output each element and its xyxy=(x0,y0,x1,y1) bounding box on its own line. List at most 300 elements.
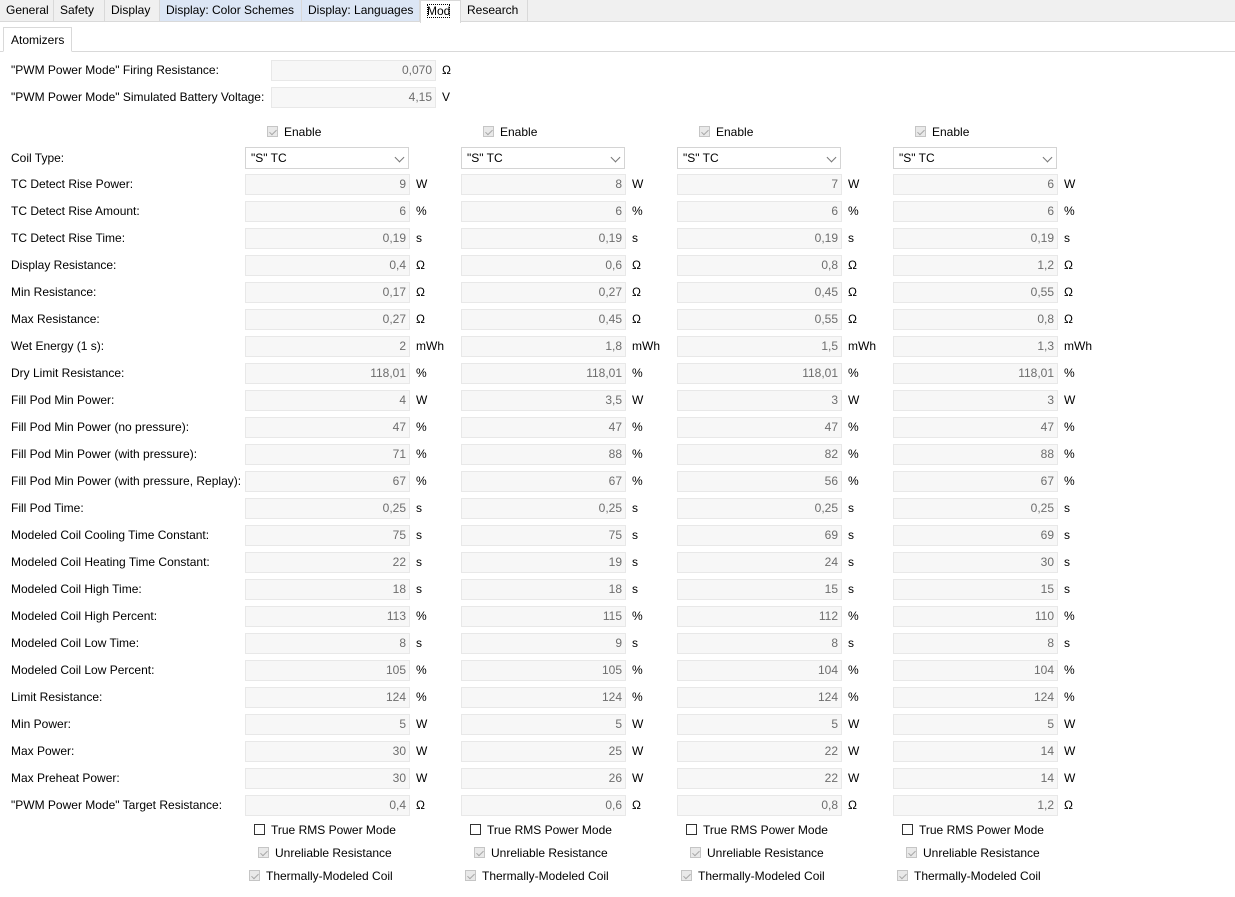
modeled-coil-high-time-field-3[interactable]: 15 xyxy=(677,579,842,600)
tab-label: Mod xyxy=(427,4,451,18)
checkbox-icon xyxy=(465,870,476,881)
enable-checkbox-1[interactable] xyxy=(267,124,321,140)
fill-pod-min-power-with-pressure-unit: % xyxy=(632,447,643,461)
global-field-label: "PWM Power Mode" Simulated Battery Voltage: xyxy=(11,90,265,104)
min-power-field-3[interactable]: 5 xyxy=(677,714,842,735)
display-resistance-unit: Ω xyxy=(848,258,857,272)
tc-detect-rise-time-unit: s xyxy=(848,231,854,245)
max-preheat-power-field-2[interactable]: 26 xyxy=(461,768,626,789)
wet-energy-1-s-field-3[interactable]: 1,5 xyxy=(677,336,842,357)
subtab-atomizers[interactable]: Atomizers xyxy=(3,27,72,52)
dry-limit-resistance-unit: % xyxy=(416,366,427,380)
max-power-unit: W xyxy=(1064,744,1076,758)
min-resistance-unit: Ω xyxy=(416,285,425,299)
fill-pod-min-power-unit: W xyxy=(848,393,860,407)
row-label-max-power: Max Power: xyxy=(11,744,75,758)
modeled-coil-low-time-field-1[interactable]: 8 xyxy=(245,633,410,654)
row-label-max-preheat-power: Max Preheat Power: xyxy=(11,771,120,785)
checkbox-icon xyxy=(915,126,926,137)
tab-display-languages[interactable] xyxy=(302,0,420,21)
limit-resistance-unit: % xyxy=(632,690,643,704)
modeled-coil-low-percent-field-3[interactable]: 104 xyxy=(677,660,842,681)
modeled-coil-high-time-unit: s xyxy=(632,582,638,596)
min-resistance-unit: Ω xyxy=(848,285,857,299)
checkbox-icon xyxy=(470,824,481,835)
checkbox-icon xyxy=(254,824,265,835)
tc-detect-rise-time-unit: s xyxy=(1064,231,1070,245)
coil-type-select-4[interactable] xyxy=(893,147,1057,169)
tc-detect-rise-amount-unit: % xyxy=(416,204,427,218)
min-power-unit: W xyxy=(416,717,428,731)
global-field-unit: V xyxy=(442,90,451,104)
dry-limit-resistance-unit: % xyxy=(632,366,643,380)
modeled-coil-high-percent-unit: % xyxy=(632,609,643,623)
fill-pod-min-power-unit: W xyxy=(632,393,644,407)
coil-type-value: "S" TC xyxy=(251,151,287,165)
modeled-coil-cooling-time-constant-field-4[interactable]: 69 xyxy=(893,525,1058,546)
max-preheat-power-unit: W xyxy=(1064,771,1076,785)
max-preheat-power-unit: W xyxy=(848,771,860,785)
modeled-coil-low-percent-unit: % xyxy=(1064,663,1075,677)
fill-pod-min-power-no-pressure-field-4[interactable]: 47 xyxy=(893,417,1058,438)
fill-pod-min-power-unit: W xyxy=(1064,393,1076,407)
modeled-coil-high-time-unit: s xyxy=(416,582,422,596)
min-resistance-field-2[interactable]: 0,27 xyxy=(461,282,626,303)
true-rms-power-mode-checkbox-1[interactable] xyxy=(254,822,396,838)
tc-detect-rise-power-unit: W xyxy=(848,177,860,191)
modeled-coil-low-time-field-4[interactable]: 8 xyxy=(893,633,1058,654)
fill-pod-min-power-no-pressure-unit: % xyxy=(632,420,643,434)
modeled-coil-high-time-field-2[interactable]: 18 xyxy=(461,579,626,600)
modeled-coil-high-time-unit: s xyxy=(1064,582,1070,596)
display-resistance-field-4[interactable]: 1,2 xyxy=(893,255,1058,276)
modeled-coil-heating-time-constant-field-2[interactable]: 19 xyxy=(461,552,626,573)
coil-type-value: "S" TC xyxy=(467,151,503,165)
fill-pod-min-power-with-pressure-field-4[interactable]: 88 xyxy=(893,444,1058,465)
fill-pod-min-power-with-pressure-unit: % xyxy=(848,447,859,461)
unreliable-resistance-checkbox-3[interactable] xyxy=(690,845,824,861)
fill-pod-time-unit: s xyxy=(416,501,422,515)
max-power-unit: W xyxy=(848,744,860,758)
thermally-modeled-coil-checkbox-2[interactable] xyxy=(465,868,609,884)
row-label-pwm-power-mode-target-resistance: "PWM Power Mode" Target Resistance: xyxy=(11,798,223,812)
modeled-coil-high-percent-field-1[interactable]: 113 xyxy=(245,606,410,627)
row-label-fill-pod-min-power-no-pressure: Fill Pod Min Power (no pressure): xyxy=(11,420,190,434)
pwm-power-mode-target-resistance-unit: Ω xyxy=(848,798,857,812)
fill-pod-time-unit: s xyxy=(632,501,638,515)
unreliable-resistance-checkbox-1[interactable] xyxy=(258,845,392,861)
row-label-fill-pod-time: Fill Pod Time: xyxy=(11,501,84,515)
min-resistance-field-4[interactable]: 0,55 xyxy=(893,282,1058,303)
modeled-coil-low-time-unit: s xyxy=(848,636,854,650)
min-power-field-4[interactable]: 5 xyxy=(893,714,1058,735)
tab-safety[interactable] xyxy=(54,0,105,21)
modeled-coil-high-percent-field-2[interactable]: 115 xyxy=(461,606,626,627)
tc-detect-rise-power-unit: W xyxy=(632,177,644,191)
checkbox-icon xyxy=(249,870,260,881)
chevron-down-icon xyxy=(611,153,621,163)
limit-resistance-unit: % xyxy=(848,690,859,704)
thermally-modeled-coil-label: Thermally-Modeled Coil xyxy=(914,869,1041,883)
display-resistance-unit: Ω xyxy=(632,258,641,272)
modeled-coil-low-percent-field-4[interactable]: 104 xyxy=(893,660,1058,681)
thermally-modeled-coil-label: Thermally-Modeled Coil xyxy=(698,869,825,883)
modeled-coil-low-time-field-3[interactable]: 8 xyxy=(677,633,842,654)
tab-label: Display: Languages xyxy=(308,3,414,17)
row-label-modeled-coil-high-time: Modeled Coil High Time: xyxy=(11,582,142,596)
global-field-unit: Ω xyxy=(442,63,451,77)
chevron-down-icon xyxy=(827,153,837,163)
fill-pod-time-field-2[interactable]: 0,25 xyxy=(461,498,626,519)
modeled-coil-high-percent-unit: % xyxy=(848,609,859,623)
modeled-coil-cooling-time-constant-unit: s xyxy=(848,528,854,542)
modeled-coil-high-percent-unit: % xyxy=(1064,609,1075,623)
fill-pod-min-power-field-3[interactable]: 3 xyxy=(677,390,842,411)
fill-pod-time-field-4[interactable]: 0,25 xyxy=(893,498,1058,519)
checkbox-icon xyxy=(686,824,697,835)
unreliable-resistance-label: Unreliable Resistance xyxy=(275,846,392,860)
tc-detect-rise-amount-field-1[interactable]: 6 xyxy=(245,201,410,222)
fill-pod-min-power-with-pressure-field-1[interactable]: 71 xyxy=(245,444,410,465)
display-resistance-field-3[interactable]: 0,8 xyxy=(677,255,842,276)
row-label-limit-resistance: Limit Resistance: xyxy=(11,690,103,704)
fill-pod-min-power-with-pressure-field-3[interactable]: 82 xyxy=(677,444,842,465)
wet-energy-1-s-unit: mWh xyxy=(1064,339,1092,353)
modeled-coil-cooling-time-constant-unit: s xyxy=(632,528,638,542)
thermally-modeled-coil-checkbox-3[interactable] xyxy=(681,868,825,884)
max-power-field-2[interactable]: 25 xyxy=(461,741,626,762)
modeled-coil-low-time-unit: s xyxy=(1064,636,1070,650)
modeled-coil-low-percent-unit: % xyxy=(848,663,859,677)
enable-checkbox-3[interactable] xyxy=(699,124,753,140)
unreliable-resistance-checkbox-2[interactable] xyxy=(474,845,608,861)
pwm-power-mode-target-resistance-unit: Ω xyxy=(1064,798,1073,812)
fill-pod-min-power-with-pressure-replay-field-2[interactable]: 67 xyxy=(461,471,626,492)
modeled-coil-high-percent-field-3[interactable]: 112 xyxy=(677,606,842,627)
tc-detect-rise-time-unit: s xyxy=(416,231,422,245)
fill-pod-min-power-field-4[interactable]: 3 xyxy=(893,390,1058,411)
tc-detect-rise-time-unit: s xyxy=(632,231,638,245)
wet-energy-1-s-unit: mWh xyxy=(632,339,660,353)
min-resistance-field-1[interactable]: 0,17 xyxy=(245,282,410,303)
modeled-coil-heating-time-constant-unit: s xyxy=(1064,555,1070,569)
row-label-modeled-coil-high-percent: Modeled Coil High Percent: xyxy=(11,609,158,623)
limit-resistance-field-3[interactable]: 124 xyxy=(677,687,842,708)
max-power-field-4[interactable]: 14 xyxy=(893,741,1058,762)
row-label-modeled-coil-low-time: Modeled Coil Low Time: xyxy=(11,636,140,650)
modeled-coil-low-time-field-2[interactable]: 9 xyxy=(461,633,626,654)
coil-type-select-2[interactable] xyxy=(461,147,625,169)
chevron-down-icon xyxy=(395,153,405,163)
max-resistance-field-3[interactable]: 0,55 xyxy=(677,309,842,330)
modeled-coil-cooling-time-constant-field-1[interactable]: 75 xyxy=(245,525,410,546)
tab-general[interactable] xyxy=(0,0,54,21)
max-preheat-power-unit: W xyxy=(632,771,644,785)
tc-detect-rise-time-field-2[interactable]: 0,19 xyxy=(461,228,626,249)
fill-pod-min-power-no-pressure-unit: % xyxy=(848,420,859,434)
max-resistance-field-4[interactable]: 0,8 xyxy=(893,309,1058,330)
row-label-modeled-coil-heating-time-constant: Modeled Coil Heating Time Constant: xyxy=(11,555,210,569)
row-label-dry-limit-resistance: Dry Limit Resistance: xyxy=(11,366,125,380)
row-label-display-resistance: Display Resistance: xyxy=(11,258,117,272)
true-rms-power-mode-label: True RMS Power Mode xyxy=(271,823,396,837)
tc-detect-rise-amount-unit: % xyxy=(848,204,859,218)
row-label-fill-pod-min-power-with-pressure-replay: Fill Pod Min Power (with pressure, Replay): xyxy=(11,474,242,488)
checkbox-icon xyxy=(267,126,278,137)
tab-display[interactable] xyxy=(105,0,160,21)
true-rms-power-mode-checkbox-3[interactable] xyxy=(686,822,828,838)
max-power-unit: W xyxy=(632,744,644,758)
chevron-down-icon xyxy=(1043,153,1053,163)
fill-pod-min-power-with-pressure-replay-field-4[interactable]: 67 xyxy=(893,471,1058,492)
modeled-coil-heating-time-constant-field-3[interactable]: 24 xyxy=(677,552,842,573)
limit-resistance-unit: % xyxy=(416,690,427,704)
fill-pod-min-power-no-pressure-field-1[interactable]: 47 xyxy=(245,417,410,438)
tc-detect-rise-amount-field-4[interactable]: 6 xyxy=(893,201,1058,222)
dry-limit-resistance-field-4[interactable]: 118,01 xyxy=(893,363,1058,384)
coil-type-value: "S" TC xyxy=(899,151,935,165)
row-label-tc-detect-rise-amount: TC Detect Rise Amount: xyxy=(11,204,140,218)
tab-label: General xyxy=(6,3,49,17)
row-label-min-power: Min Power: xyxy=(11,717,72,731)
wet-energy-1-s-field-2[interactable]: 1,8 xyxy=(461,336,626,357)
fill-pod-time-field-3[interactable]: 0,25 xyxy=(677,498,842,519)
tc-detect-rise-amount-unit: % xyxy=(1064,204,1075,218)
pwm-power-mode-target-resistance-field-4[interactable]: 1,2 xyxy=(893,795,1058,816)
true-rms-power-mode-label: True RMS Power Mode xyxy=(703,823,828,837)
true-rms-power-mode-checkbox-4[interactable] xyxy=(902,822,1044,838)
limit-resistance-field-4[interactable]: 124 xyxy=(893,687,1058,708)
checkbox-icon xyxy=(902,824,913,835)
modeled-coil-low-time-unit: s xyxy=(632,636,638,650)
tc-detect-rise-power-field-4[interactable]: 6 xyxy=(893,174,1058,195)
max-preheat-power-unit: W xyxy=(416,771,428,785)
checkbox-icon xyxy=(474,847,485,858)
fill-pod-min-power-no-pressure-unit: % xyxy=(416,420,427,434)
pwm-power-mode-target-resistance-unit: Ω xyxy=(416,798,425,812)
limit-resistance-field-2[interactable]: 124 xyxy=(461,687,626,708)
tc-detect-rise-time-field-4[interactable]: 0,19 xyxy=(893,228,1058,249)
fill-pod-min-power-with-pressure-replay-unit: % xyxy=(416,474,427,488)
tab-display-color-schemes[interactable] xyxy=(160,0,302,21)
thermally-modeled-coil-label: Thermally-Modeled Coil xyxy=(482,869,609,883)
min-power-unit: W xyxy=(632,717,644,731)
display-resistance-field-2[interactable]: 0,6 xyxy=(461,255,626,276)
row-label-fill-pod-min-power-with-pressure: Fill Pod Min Power (with pressure): xyxy=(11,447,198,461)
tc-detect-rise-power-field-3[interactable]: 7 xyxy=(677,174,842,195)
pwm-power-mode-target-resistance-field-1[interactable]: 0,4 xyxy=(245,795,410,816)
pwm-power-mode-target-resistance-field-3[interactable]: 0,8 xyxy=(677,795,842,816)
sub-tab-bar xyxy=(0,27,1235,52)
min-resistance-unit: Ω xyxy=(1064,285,1073,299)
tab-research[interactable] xyxy=(461,0,528,21)
max-power-field-1[interactable]: 30 xyxy=(245,741,410,762)
row-label-tc-detect-rise-power: TC Detect Rise Power: xyxy=(11,177,134,191)
min-power-unit: W xyxy=(848,717,860,731)
max-resistance-unit: Ω xyxy=(632,312,641,326)
checkbox-icon xyxy=(699,126,710,137)
unreliable-resistance-label: Unreliable Resistance xyxy=(923,846,1040,860)
true-rms-power-mode-label: True RMS Power Mode xyxy=(487,823,612,837)
dry-limit-resistance-field-2[interactable]: 118,01 xyxy=(461,363,626,384)
tc-detect-rise-amount-unit: % xyxy=(632,204,643,218)
global-field-input[interactable]: 0,070 xyxy=(271,60,436,81)
checkbox-icon xyxy=(483,126,494,137)
fill-pod-min-power-field-2[interactable]: 3,5 xyxy=(461,390,626,411)
dry-limit-resistance-field-1[interactable]: 118,01 xyxy=(245,363,410,384)
fill-pod-min-power-no-pressure-field-3[interactable]: 47 xyxy=(677,417,842,438)
max-power-field-3[interactable]: 22 xyxy=(677,741,842,762)
modeled-coil-heating-time-constant-unit: s xyxy=(416,555,422,569)
modeled-coil-high-time-field-4[interactable]: 15 xyxy=(893,579,1058,600)
max-power-unit: W xyxy=(416,744,428,758)
limit-resistance-unit: % xyxy=(1064,690,1075,704)
fill-pod-min-power-unit: W xyxy=(416,393,428,407)
modeled-coil-high-time-unit: s xyxy=(848,582,854,596)
row-label-modeled-coil-cooling-time-constant: Modeled Coil Cooling Time Constant: xyxy=(11,528,210,542)
tab-label: Research xyxy=(467,3,519,17)
fill-pod-time-unit: s xyxy=(848,501,854,515)
wet-energy-1-s-unit: mWh xyxy=(416,339,444,353)
wet-energy-1-s-unit: mWh xyxy=(848,339,876,353)
dry-limit-resistance-unit: % xyxy=(848,366,859,380)
max-preheat-power-field-3[interactable]: 22 xyxy=(677,768,842,789)
modeled-coil-heating-time-constant-field-4[interactable]: 30 xyxy=(893,552,1058,573)
min-power-field-2[interactable]: 5 xyxy=(461,714,626,735)
tc-detect-rise-power-unit: W xyxy=(1064,177,1076,191)
thermally-modeled-coil-label: Thermally-Modeled Coil xyxy=(266,869,393,883)
checkbox-icon xyxy=(906,847,917,858)
modeled-coil-heating-time-constant-unit: s xyxy=(848,555,854,569)
tc-detect-rise-time-field-1[interactable]: 0,19 xyxy=(245,228,410,249)
pwm-power-mode-target-resistance-unit: Ω xyxy=(632,798,641,812)
tc-detect-rise-power-unit: W xyxy=(416,177,428,191)
min-power-unit: W xyxy=(1064,717,1076,731)
max-resistance-field-2[interactable]: 0,45 xyxy=(461,309,626,330)
max-resistance-unit: Ω xyxy=(1064,312,1073,326)
modeled-coil-cooling-time-constant-field-2[interactable]: 75 xyxy=(461,525,626,546)
min-resistance-unit: Ω xyxy=(632,285,641,299)
fill-pod-min-power-with-pressure-replay-unit: % xyxy=(848,474,859,488)
dry-limit-resistance-unit: % xyxy=(1064,366,1075,380)
dry-limit-resistance-field-3[interactable]: 118,01 xyxy=(677,363,842,384)
unreliable-resistance-label: Unreliable Resistance xyxy=(491,846,608,860)
global-field-input[interactable]: 4,15 xyxy=(271,87,436,108)
row-label-tc-detect-rise-time: TC Detect Rise Time: xyxy=(11,231,126,245)
limit-resistance-field-1[interactable]: 124 xyxy=(245,687,410,708)
tc-detect-rise-amount-field-3[interactable]: 6 xyxy=(677,201,842,222)
coil-type-label: Coil Type: xyxy=(11,151,65,165)
modeled-coil-heating-time-constant-field-1[interactable]: 22 xyxy=(245,552,410,573)
tab-label: Display: Color Schemes xyxy=(166,3,295,17)
tc-detect-rise-time-field-3[interactable]: 0,19 xyxy=(677,228,842,249)
true-rms-power-mode-label: True RMS Power Mode xyxy=(919,823,1044,837)
tc-detect-rise-power-field-2[interactable]: 8 xyxy=(461,174,626,195)
fill-pod-min-power-with-pressure-unit: % xyxy=(416,447,427,461)
modeled-coil-low-time-unit: s xyxy=(416,636,422,650)
fill-pod-min-power-with-pressure-replay-unit: % xyxy=(632,474,643,488)
fill-pod-min-power-with-pressure-replay-field-3[interactable]: 56 xyxy=(677,471,842,492)
unreliable-resistance-label: Unreliable Resistance xyxy=(707,846,824,860)
max-preheat-power-field-4[interactable]: 14 xyxy=(893,768,1058,789)
tab-label: Display xyxy=(111,3,151,17)
row-label-max-resistance: Max Resistance: xyxy=(11,312,100,326)
modeled-coil-low-percent-unit: % xyxy=(632,663,643,677)
fill-pod-min-power-with-pressure-field-2[interactable]: 88 xyxy=(461,444,626,465)
wet-energy-1-s-field-1[interactable]: 2 xyxy=(245,336,410,357)
thermally-modeled-coil-checkbox-4[interactable] xyxy=(897,868,1041,884)
enable-label: Enable xyxy=(284,125,322,139)
max-resistance-unit: Ω xyxy=(416,312,425,326)
modeled-coil-cooling-time-constant-unit: s xyxy=(1064,528,1070,542)
display-resistance-unit: Ω xyxy=(1064,258,1073,272)
fill-pod-min-power-field-1[interactable]: 4 xyxy=(245,390,410,411)
row-label-fill-pod-min-power: Fill Pod Min Power: xyxy=(11,393,115,407)
pwm-power-mode-target-resistance-field-2[interactable]: 0,6 xyxy=(461,795,626,816)
modeled-coil-cooling-time-constant-unit: s xyxy=(416,528,422,542)
enable-label: Enable xyxy=(932,125,970,139)
coil-type-select-3[interactable] xyxy=(677,147,841,169)
min-resistance-field-3[interactable]: 0,45 xyxy=(677,282,842,303)
fill-pod-min-power-no-pressure-field-2[interactable]: 47 xyxy=(461,417,626,438)
row-label-min-resistance: Min Resistance: xyxy=(11,285,97,299)
coil-type-select-1[interactable] xyxy=(245,147,409,169)
modeled-coil-low-percent-unit: % xyxy=(416,663,427,677)
tc-detect-rise-power-field-1[interactable]: 9 xyxy=(245,174,410,195)
row-label-modeled-coil-low-percent: Modeled Coil Low Percent: xyxy=(11,663,155,677)
checkbox-icon xyxy=(681,870,692,881)
display-resistance-unit: Ω xyxy=(416,258,425,272)
enable-label: Enable xyxy=(500,125,538,139)
modeled-coil-cooling-time-constant-field-3[interactable]: 69 xyxy=(677,525,842,546)
checkbox-icon xyxy=(897,870,908,881)
unreliable-resistance-checkbox-4[interactable] xyxy=(906,845,1040,861)
coil-type-value: "S" TC xyxy=(683,151,719,165)
checkbox-icon xyxy=(690,847,701,858)
fill-pod-time-field-1[interactable]: 0,25 xyxy=(245,498,410,519)
row-label-wet-energy-1-s: Wet Energy (1 s): xyxy=(11,339,105,353)
fill-pod-min-power-with-pressure-replay-field-1[interactable]: 67 xyxy=(245,471,410,492)
thermally-modeled-coil-checkbox-1[interactable] xyxy=(249,868,393,884)
max-resistance-field-1[interactable]: 0,27 xyxy=(245,309,410,330)
modeled-coil-low-percent-field-2[interactable]: 105 xyxy=(461,660,626,681)
fill-pod-min-power-no-pressure-unit: % xyxy=(1064,420,1075,434)
modeled-coil-high-time-field-1[interactable]: 18 xyxy=(245,579,410,600)
wet-energy-1-s-field-4[interactable]: 1,3 xyxy=(893,336,1058,357)
min-power-field-1[interactable]: 5 xyxy=(245,714,410,735)
max-resistance-unit: Ω xyxy=(848,312,857,326)
tab-mod[interactable] xyxy=(420,0,461,23)
top-tab-bar xyxy=(0,0,1235,22)
modeled-coil-high-percent-unit: % xyxy=(416,609,427,623)
global-field-label: "PWM Power Mode" Firing Resistance: xyxy=(11,63,219,77)
max-preheat-power-field-1[interactable]: 30 xyxy=(245,768,410,789)
display-resistance-field-1[interactable]: 0,4 xyxy=(245,255,410,276)
modeled-coil-low-percent-field-1[interactable]: 105 xyxy=(245,660,410,681)
true-rms-power-mode-checkbox-2[interactable] xyxy=(470,822,612,838)
checkbox-icon xyxy=(258,847,269,858)
modeled-coil-heating-time-constant-unit: s xyxy=(632,555,638,569)
enable-checkbox-2[interactable] xyxy=(483,124,537,140)
fill-pod-min-power-with-pressure-replay-unit: % xyxy=(1064,474,1075,488)
tab-label: Safety xyxy=(60,3,95,17)
enable-label: Enable xyxy=(716,125,754,139)
fill-pod-time-unit: s xyxy=(1064,501,1070,515)
tc-detect-rise-amount-field-2[interactable]: 6 xyxy=(461,201,626,222)
modeled-coil-high-percent-field-4[interactable]: 110 xyxy=(893,606,1058,627)
enable-checkbox-4[interactable] xyxy=(915,124,969,140)
fill-pod-min-power-with-pressure-unit: % xyxy=(1064,447,1075,461)
